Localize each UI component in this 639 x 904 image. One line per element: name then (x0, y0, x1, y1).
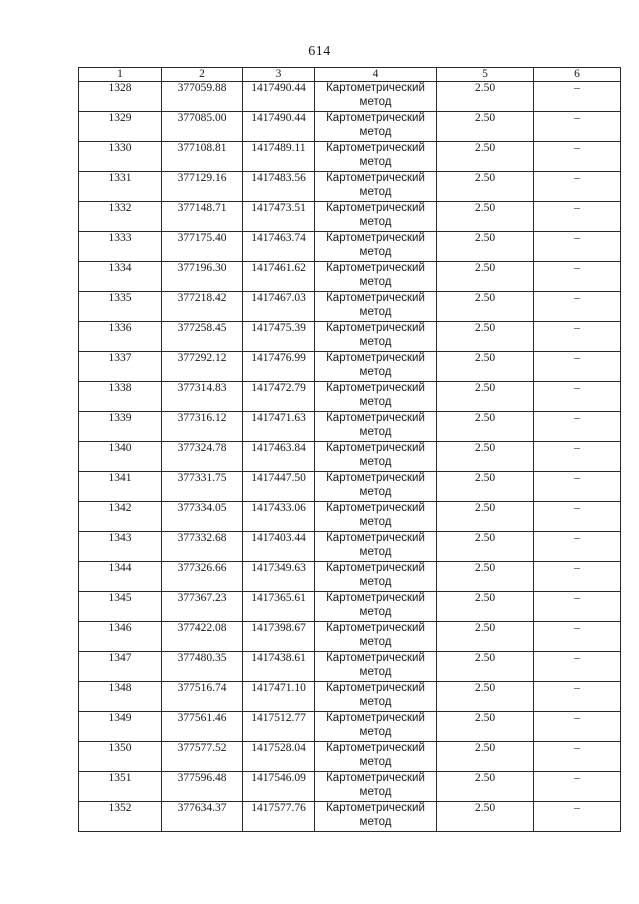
x-coordinate-cell: 377292.12 (162, 352, 243, 382)
x-coordinate-cell: 377561.46 (162, 712, 243, 742)
method-line-1: Картометрический (326, 352, 425, 364)
method-line-1: Картометрический (326, 172, 425, 184)
x-coordinate-cell: 377367.23 (162, 592, 243, 622)
y-coordinate-cell: 1417546.09 (243, 772, 315, 802)
note-cell: – (534, 652, 621, 682)
accuracy-cell: 2.50 (437, 382, 534, 412)
table-row (79, 712, 621, 742)
x-coordinate-cell: 377175.40 (162, 232, 243, 262)
method-line-1: Картометрический (326, 502, 425, 514)
note-cell: – (534, 442, 621, 472)
method-line-1: Картометрический (326, 802, 425, 814)
y-coordinate-cell: 1417475.39 (243, 322, 315, 352)
point-number-cell: 1352 (79, 802, 162, 832)
method-line-1: Картометрический (326, 742, 425, 754)
method-line-2: метод (359, 725, 392, 738)
accuracy-cell: 2.50 (437, 232, 534, 262)
note-cell: – (534, 322, 621, 352)
method-line-1: Картометрический (326, 682, 425, 694)
table-row (79, 772, 621, 802)
x-coordinate-cell: 377577.52 (162, 742, 243, 772)
table-row (79, 562, 621, 592)
x-coordinate-cell: 377085.00 (162, 112, 243, 142)
x-coordinate-cell: 377326.66 (162, 562, 243, 592)
y-coordinate-cell: 1417447.50 (243, 472, 315, 502)
y-coordinate-cell: 1417512.77 (243, 712, 315, 742)
method-cell (315, 112, 437, 142)
header-row (79, 68, 621, 82)
method-line-2: метод (359, 155, 392, 168)
x-coordinate-cell: 377334.05 (162, 502, 243, 532)
header-col-3: 3 (243, 68, 315, 82)
x-coordinate-cell: 377059.88 (162, 82, 243, 112)
point-number-cell: 1333 (79, 232, 162, 262)
table-row (79, 682, 621, 712)
note-cell: – (534, 592, 621, 622)
method-cell (315, 622, 437, 652)
table-row (79, 382, 621, 412)
accuracy-cell: 2.50 (437, 472, 534, 502)
point-number-cell: 1330 (79, 142, 162, 172)
note-cell: – (534, 82, 621, 112)
table-row (79, 82, 621, 112)
y-coordinate-cell: 1417461.62 (243, 262, 315, 292)
note-cell: – (534, 292, 621, 322)
y-coordinate-cell: 1417476.99 (243, 352, 315, 382)
y-coordinate-cell: 1417467.03 (243, 292, 315, 322)
method-cell (315, 202, 437, 232)
x-coordinate-cell: 377634.37 (162, 802, 243, 832)
method-line-1: Картометрический (326, 592, 425, 604)
note-cell: – (534, 352, 621, 382)
method-line-2: метод (359, 635, 392, 648)
y-coordinate-cell: 1417365.61 (243, 592, 315, 622)
y-coordinate-cell: 1417483.56 (243, 172, 315, 202)
method-line-1: Картометрический (326, 262, 425, 274)
table-row (79, 442, 621, 472)
accuracy-cell: 2.50 (437, 142, 534, 172)
point-number-cell: 1339 (79, 412, 162, 442)
x-coordinate-cell: 377316.12 (162, 412, 243, 442)
accuracy-cell: 2.50 (437, 82, 534, 112)
note-cell: – (534, 172, 621, 202)
method-cell (315, 322, 437, 352)
method-line-2: метод (359, 515, 392, 528)
note-cell: – (534, 142, 621, 172)
point-number-cell: 1338 (79, 382, 162, 412)
header-col-2: 2 (162, 68, 243, 82)
note-cell: – (534, 112, 621, 142)
note-cell: – (534, 502, 621, 532)
note-cell: – (534, 262, 621, 292)
method-cell (315, 352, 437, 382)
method-cell (315, 682, 437, 712)
method-line-1: Картометрический (326, 442, 425, 454)
method-line-2: метод (359, 425, 392, 438)
note-cell: – (534, 742, 621, 772)
note-cell: – (534, 232, 621, 262)
method-line-2: метод (359, 545, 392, 558)
method-line-2: метод (359, 335, 392, 348)
table-row (79, 532, 621, 562)
method-line-2: метод (359, 785, 392, 798)
method-cell (315, 442, 437, 472)
note-cell: – (534, 772, 621, 802)
accuracy-cell: 2.50 (437, 202, 534, 232)
point-number-cell: 1343 (79, 532, 162, 562)
table-row (79, 502, 621, 532)
x-coordinate-cell: 377129.16 (162, 172, 243, 202)
method-cell (315, 592, 437, 622)
method-line-1: Картометрический (326, 292, 425, 304)
accuracy-cell: 2.50 (437, 502, 534, 532)
note-cell: – (534, 412, 621, 442)
method-line-1: Картометрический (326, 202, 425, 214)
method-cell (315, 772, 437, 802)
method-line-2: метод (359, 125, 392, 138)
table-row (79, 622, 621, 652)
point-number-cell: 1340 (79, 442, 162, 472)
method-line-1: Картометрический (326, 532, 425, 544)
accuracy-cell: 2.50 (437, 412, 534, 442)
table-row (79, 292, 621, 322)
y-coordinate-cell: 1417471.63 (243, 412, 315, 442)
method-line-1: Картометрический (326, 232, 425, 244)
y-coordinate-cell: 1417433.06 (243, 502, 315, 532)
point-number-cell: 1337 (79, 352, 162, 382)
note-cell: – (534, 382, 621, 412)
accuracy-cell: 2.50 (437, 172, 534, 202)
x-coordinate-cell: 377331.75 (162, 472, 243, 502)
note-cell: – (534, 802, 621, 832)
y-coordinate-cell: 1417490.44 (243, 82, 315, 112)
table-row (79, 262, 621, 292)
accuracy-cell: 2.50 (437, 352, 534, 382)
y-coordinate-cell: 1417528.04 (243, 742, 315, 772)
header-col-4: 4 (315, 68, 437, 82)
method-line-1: Картометрический (326, 322, 425, 334)
method-line-2: метод (359, 815, 392, 828)
y-coordinate-cell: 1417472.79 (243, 382, 315, 412)
table-header (79, 68, 621, 82)
method-line-1: Картометрический (326, 562, 425, 574)
table-row (79, 232, 621, 262)
y-coordinate-cell: 1417463.84 (243, 442, 315, 472)
point-number-cell: 1328 (79, 82, 162, 112)
header-col-1: 1 (79, 68, 162, 82)
table-body (79, 82, 621, 832)
y-coordinate-cell: 1417398.67 (243, 622, 315, 652)
method-line-1: Картометрический (326, 142, 425, 154)
accuracy-cell: 2.50 (437, 532, 534, 562)
method-line-2: метод (359, 695, 392, 708)
header-col-6: 6 (534, 68, 621, 82)
method-cell (315, 472, 437, 502)
accuracy-cell: 2.50 (437, 112, 534, 142)
method-line-2: метод (359, 305, 392, 318)
x-coordinate-cell: 377108.81 (162, 142, 243, 172)
y-coordinate-cell: 1417577.76 (243, 802, 315, 832)
coordinates-table (78, 67, 621, 832)
method-line-2: метод (359, 455, 392, 468)
method-line-1: Картометрический (326, 382, 425, 394)
accuracy-cell: 2.50 (437, 442, 534, 472)
method-cell (315, 742, 437, 772)
x-coordinate-cell: 377516.74 (162, 682, 243, 712)
note-cell: – (534, 712, 621, 742)
table-row (79, 802, 621, 832)
method-line-2: метод (359, 215, 392, 228)
point-number-cell: 1336 (79, 322, 162, 352)
method-line-2: метод (359, 755, 392, 768)
table-row (79, 202, 621, 232)
x-coordinate-cell: 377148.71 (162, 202, 243, 232)
method-line-1: Картометрический (326, 622, 425, 634)
method-cell (315, 82, 437, 112)
accuracy-cell: 2.50 (437, 742, 534, 772)
method-line-2: метод (359, 395, 392, 408)
accuracy-cell: 2.50 (437, 322, 534, 352)
x-coordinate-cell: 377422.08 (162, 622, 243, 652)
accuracy-cell: 2.50 (437, 262, 534, 292)
method-line-1: Картометрический (326, 772, 425, 784)
method-line-2: метод (359, 275, 392, 288)
method-line-1: Картометрический (326, 112, 425, 124)
method-cell (315, 382, 437, 412)
point-number-cell: 1346 (79, 622, 162, 652)
y-coordinate-cell: 1417473.51 (243, 202, 315, 232)
y-coordinate-cell: 1417463.74 (243, 232, 315, 262)
point-number-cell: 1344 (79, 562, 162, 592)
method-line-1: Картометрический (326, 712, 425, 724)
method-cell (315, 532, 437, 562)
point-number-cell: 1335 (79, 292, 162, 322)
method-line-2: метод (359, 95, 392, 108)
point-number-cell: 1329 (79, 112, 162, 142)
table-row (79, 652, 621, 682)
point-number-cell: 1332 (79, 202, 162, 232)
accuracy-cell: 2.50 (437, 592, 534, 622)
method-cell (315, 262, 437, 292)
method-cell (315, 712, 437, 742)
method-line-1: Картометрический (326, 412, 425, 424)
accuracy-cell: 2.50 (437, 712, 534, 742)
method-line-1: Картометрический (326, 652, 425, 664)
accuracy-cell: 2.50 (437, 622, 534, 652)
y-coordinate-cell: 1417471.10 (243, 682, 315, 712)
method-cell (315, 232, 437, 262)
accuracy-cell: 2.50 (437, 292, 534, 322)
y-coordinate-cell: 1417403.44 (243, 532, 315, 562)
header-col-5: 5 (437, 68, 534, 82)
table-row (79, 472, 621, 502)
accuracy-cell: 2.50 (437, 682, 534, 712)
y-coordinate-cell: 1417438.61 (243, 652, 315, 682)
accuracy-cell: 2.50 (437, 772, 534, 802)
point-number-cell: 1351 (79, 772, 162, 802)
table-row (79, 352, 621, 382)
y-coordinate-cell: 1417490.44 (243, 112, 315, 142)
accuracy-cell: 2.50 (437, 802, 534, 832)
method-cell (315, 802, 437, 832)
note-cell: – (534, 532, 621, 562)
point-number-cell: 1348 (79, 682, 162, 712)
x-coordinate-cell: 377324.78 (162, 442, 243, 472)
x-coordinate-cell: 377332.68 (162, 532, 243, 562)
y-coordinate-cell: 1417489.11 (243, 142, 315, 172)
method-line-2: метод (359, 185, 392, 198)
page-number: 614 (308, 44, 331, 59)
note-cell: – (534, 562, 621, 592)
method-line-2: метод (359, 575, 392, 588)
x-coordinate-cell: 377314.83 (162, 382, 243, 412)
x-coordinate-cell: 377480.35 (162, 652, 243, 682)
table-row (79, 322, 621, 352)
method-cell (315, 142, 437, 172)
table-row (79, 412, 621, 442)
table-row (79, 592, 621, 622)
point-number-cell: 1349 (79, 712, 162, 742)
method-line-2: метод (359, 665, 392, 678)
method-line-2: метод (359, 485, 392, 498)
note-cell: – (534, 622, 621, 652)
point-number-cell: 1331 (79, 172, 162, 202)
method-cell (315, 502, 437, 532)
method-cell (315, 172, 437, 202)
y-coordinate-cell: 1417349.63 (243, 562, 315, 592)
method-cell (315, 562, 437, 592)
point-number-cell: 1342 (79, 502, 162, 532)
method-cell (315, 412, 437, 442)
point-number-cell: 1350 (79, 742, 162, 772)
method-cell (315, 292, 437, 322)
x-coordinate-cell: 377258.45 (162, 322, 243, 352)
point-number-cell: 1341 (79, 472, 162, 502)
table-row (79, 172, 621, 202)
method-line-2: метод (359, 245, 392, 258)
x-coordinate-cell: 377218.42 (162, 292, 243, 322)
method-cell (315, 652, 437, 682)
table-row (79, 742, 621, 772)
table-row (79, 112, 621, 142)
x-coordinate-cell: 377196.30 (162, 262, 243, 292)
accuracy-cell: 2.50 (437, 652, 534, 682)
table-row (79, 142, 621, 172)
note-cell: – (534, 472, 621, 502)
method-line-1: Картометрический (326, 82, 425, 94)
accuracy-cell: 2.50 (437, 562, 534, 592)
method-line-1: Картометрический (326, 472, 425, 484)
note-cell: – (534, 682, 621, 712)
point-number-cell: 1347 (79, 652, 162, 682)
x-coordinate-cell: 377596.48 (162, 772, 243, 802)
method-line-2: метод (359, 605, 392, 618)
point-number-cell: 1334 (79, 262, 162, 292)
note-cell: – (534, 202, 621, 232)
method-line-2: метод (359, 365, 392, 378)
point-number-cell: 1345 (79, 592, 162, 622)
